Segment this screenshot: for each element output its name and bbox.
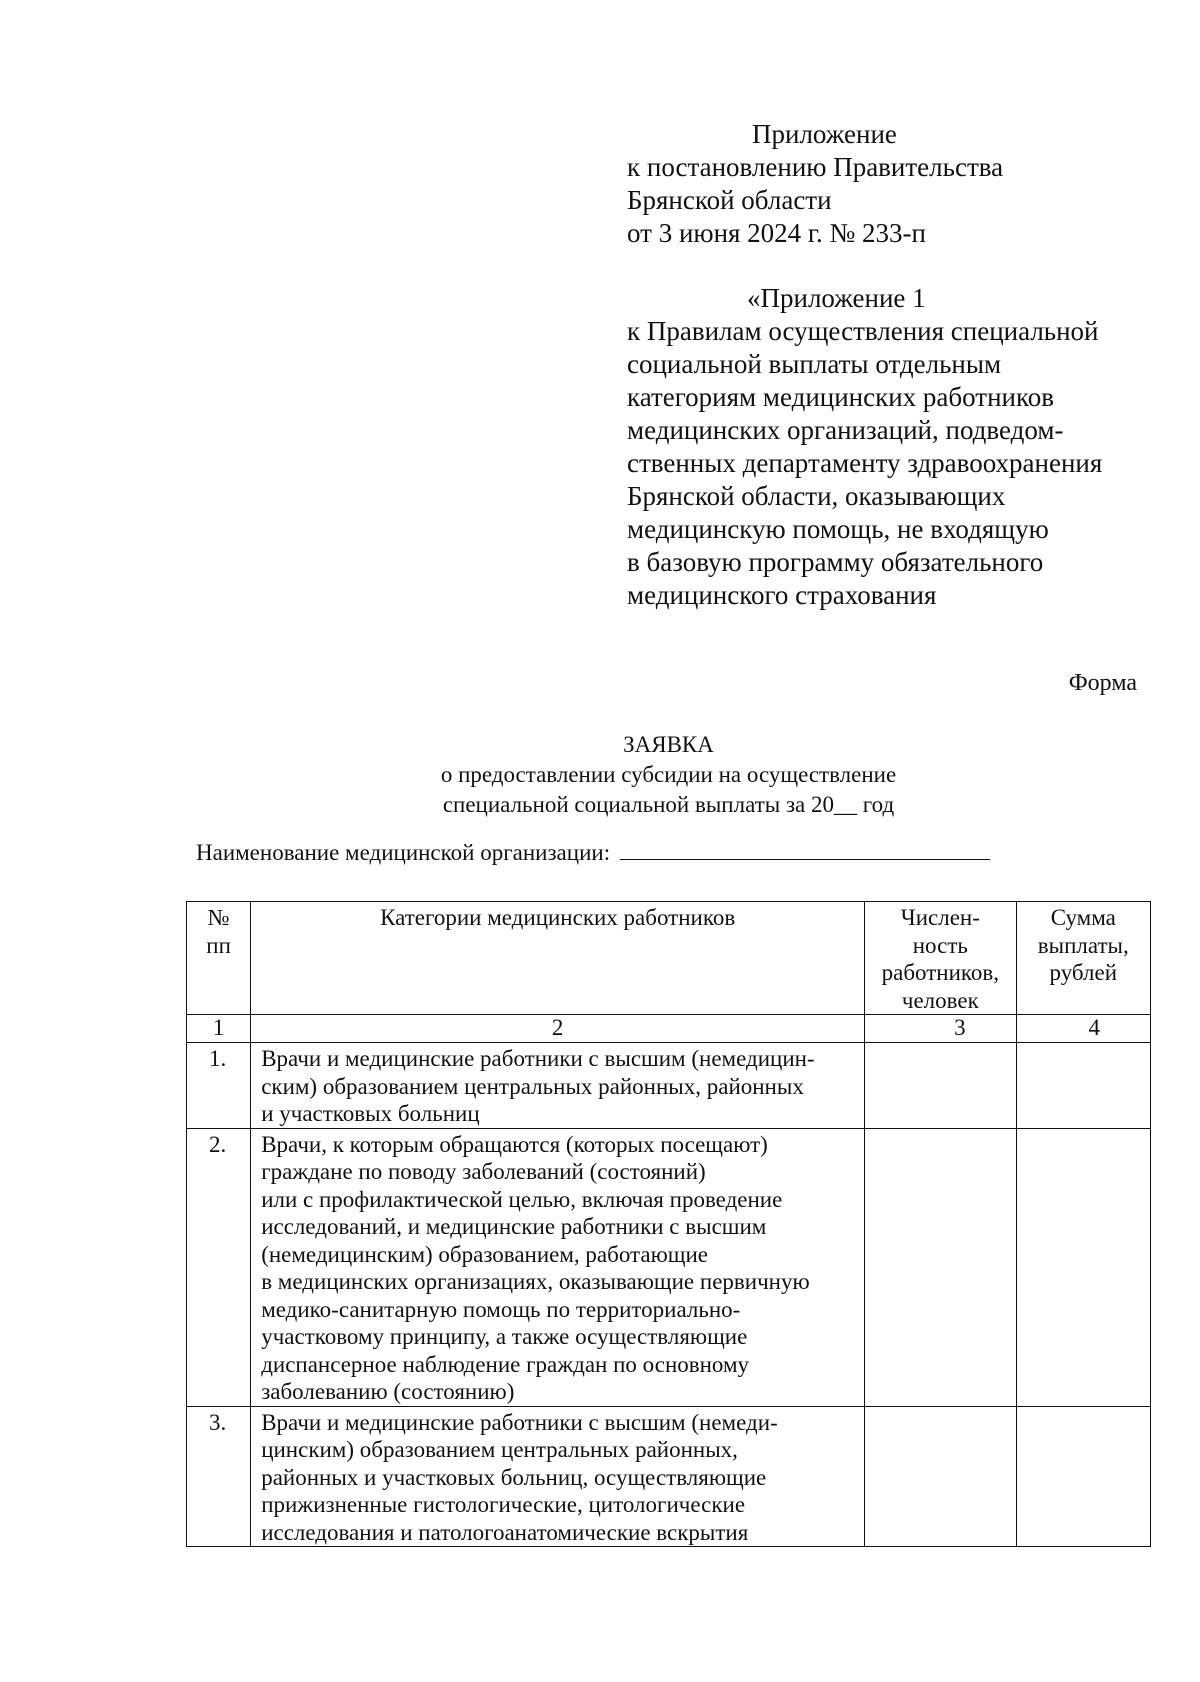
header-count — [865, 902, 1016, 1015]
table-header-row — [187, 902, 1151, 1015]
row-count-cell[interactable] — [865, 1406, 1016, 1547]
rules-appendix-line: медицинскую помощь, не входящую — [627, 514, 1049, 544]
row-category — [251, 1043, 865, 1129]
header-sum-line: рублей — [1049, 960, 1118, 985]
table-row — [187, 1043, 1151, 1129]
title-heading: ЗАЯВКА — [623, 732, 714, 757]
organization-field — [196, 840, 990, 866]
category-line: заболеванию (состоянию) — [261, 1379, 515, 1404]
rules-appendix-line: категориям медицинских работников — [627, 382, 1054, 412]
row-number: 1. — [187, 1043, 251, 1129]
row-sum-cell[interactable] — [1016, 1128, 1150, 1406]
column-index: 4 — [1016, 1015, 1150, 1043]
category-line: (немедицинским) образованием, работающие — [261, 1241, 708, 1267]
header-count-line: Числен- — [900, 905, 980, 930]
category-line: граждане по поводу заболеваний (состояний) — [261, 1159, 706, 1184]
organization-label: Наименование медицинской организации: — [196, 840, 611, 865]
category-line: или с профилактической целью, включая проведение — [261, 1186, 783, 1212]
rules-appendix-line: к Правилам осуществления специальной — [627, 316, 1099, 346]
header-count-line: человек — [901, 987, 979, 1013]
header-sum-line: выплаты, — [1037, 932, 1129, 958]
header-number — [187, 902, 251, 1015]
rules-appendix-line: социальной выплаты отдельным — [627, 349, 1002, 379]
appendix-line: Брянской области — [627, 185, 832, 215]
column-index: 1 — [187, 1015, 251, 1043]
application-table — [186, 901, 1151, 1547]
category-line: цинским) образованием центральных районных, — [261, 1437, 738, 1462]
row-number: 3. — [187, 1406, 251, 1547]
category-line: прижизненные гистологические, цитологические — [261, 1492, 746, 1517]
appendix-date-number: от 3 июня 2024 г. № 233-п — [627, 218, 926, 248]
category-line: исследований, и медицинские работники с высшим — [261, 1214, 767, 1239]
header-sum-line: Сумма — [1050, 905, 1116, 930]
category-line: Врачи и медицинские работники с высшим (немедицин- — [261, 1046, 815, 1071]
organization-blank-line[interactable] — [620, 841, 990, 860]
rules-appendix-line: в базовую программу обязательного — [627, 547, 1044, 577]
category-line: районных и участковых больниц, осуществляющие — [261, 1464, 767, 1490]
category-line: в медицинских организациях, оказывающие первичную — [261, 1269, 810, 1294]
category-line: медико-санитарную помощь по территориально- — [261, 1296, 741, 1322]
title-line: специальной социальной выплаты за 20__ год — [442, 792, 895, 817]
row-sum-cell[interactable] — [1016, 1406, 1150, 1547]
document-title — [0, 730, 1200, 820]
header-count-line: работников, — [881, 960, 1000, 985]
category-line: диспансерное наблюдение граждан по основному — [261, 1351, 750, 1377]
category-line: Врачи, к которым обращаются (которых посещают) — [261, 1131, 768, 1157]
header-categories-text: Категории медицинских работников — [380, 905, 736, 930]
row-count-cell[interactable] — [865, 1043, 1016, 1129]
appendix-header — [627, 118, 1003, 250]
category-line: и участковых больниц — [261, 1101, 480, 1126]
rules-appendix-title: «Приложение 1 — [747, 283, 926, 313]
rules-appendix-line: Брянской области, оказывающих — [627, 481, 1006, 511]
row-sum-cell[interactable] — [1016, 1043, 1150, 1129]
table-row — [187, 1128, 1151, 1406]
row-number: 2. — [187, 1128, 251, 1406]
rules-appendix-line: медицинского страхования — [627, 580, 937, 610]
rules-appendix-line: ственных департаменту здравоохранения — [627, 448, 1103, 478]
column-index-row — [187, 1015, 1151, 1043]
column-index: 3 — [865, 1015, 1016, 1043]
header-sum — [1016, 902, 1150, 1015]
appendix-line: к постановлению Правительства — [627, 152, 1004, 182]
header-number-line: № — [207, 905, 230, 930]
row-count-cell[interactable] — [865, 1128, 1016, 1406]
table-row — [187, 1406, 1151, 1547]
appendix-title: Приложение — [752, 119, 897, 149]
row-category — [251, 1128, 865, 1406]
category-line: Врачи и медицинские работники с высшим (немеди- — [261, 1409, 778, 1435]
category-line: участковому принципу, а также осуществляющие — [261, 1324, 748, 1349]
rules-appendix-line: медицинских организаций, подведом- — [627, 415, 1064, 445]
header-count-line: ность — [912, 932, 968, 958]
rules-appendix-header — [627, 282, 1102, 612]
header-number-line: пп — [206, 932, 231, 958]
category-line: ским) образованием центральных районных, районных — [261, 1073, 804, 1099]
row-category — [251, 1406, 865, 1547]
form-label: Форма — [1068, 670, 1137, 696]
header-categories — [251, 902, 865, 1015]
column-index: 2 — [251, 1015, 865, 1043]
title-line: о предоставлении субсидии на осуществление — [440, 762, 897, 787]
category-line: исследования и патологоанатомические вскрытия — [261, 1519, 749, 1545]
